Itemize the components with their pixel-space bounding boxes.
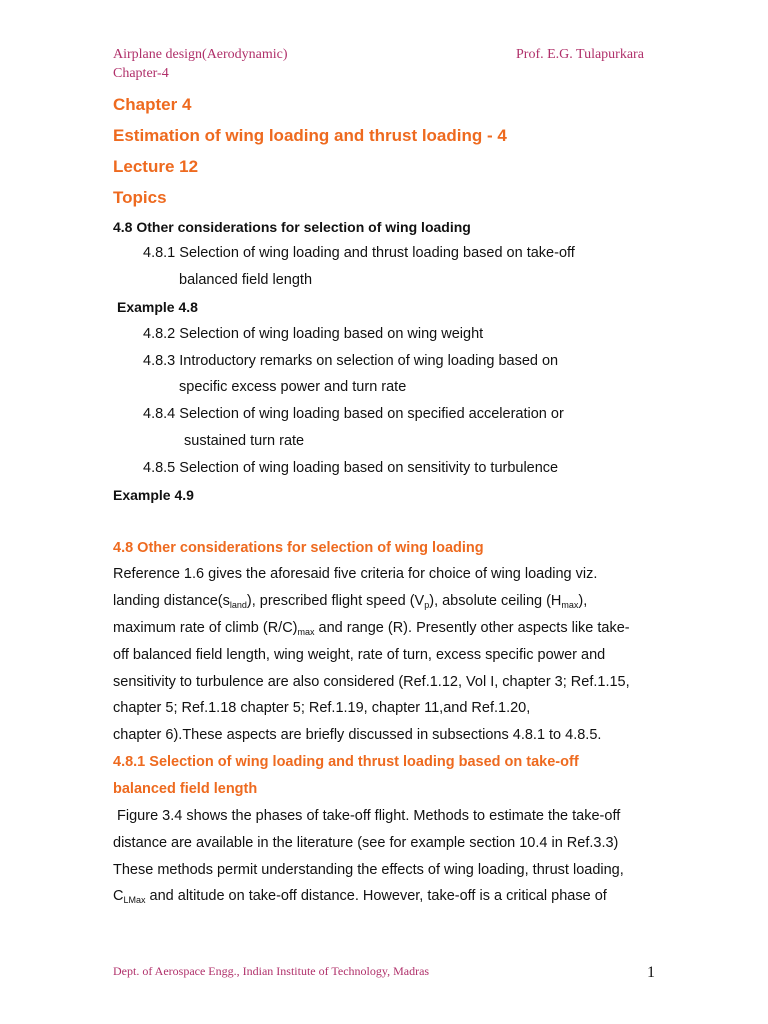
line2-part-c: ), absolute ceiling (H [429, 593, 562, 609]
header-right-author: Prof. E.G. Tulapurkara [516, 47, 644, 62]
section-4-8-line6: chapter 5; Ref.1.18 chapter 5; Ref.1.19, chapter 11,and Ref.1.20, [113, 700, 531, 716]
line4-part-a: C [113, 888, 124, 904]
line3-part-b: and range (R). Presently other aspects like take- [314, 620, 630, 636]
section-4-8-1-line1: Figure 3.4 shows the phases of take-off flight. Methods to estimate the take-off [113, 808, 621, 824]
line2-part-a: landing distance(s [113, 593, 230, 609]
subscript-max-2: max [297, 627, 315, 637]
topics-title: Topics [113, 188, 167, 207]
section-4-8-line2 [113, 593, 587, 609]
section-4-8-1-line2: distance are available in the literature (see for example section 10.4 in Ref.3.3) [113, 835, 619, 851]
section-4-8-line3 [113, 620, 630, 636]
section-4-8-line7: chapter 6).These aspects are briefly discussed in subsections 4.8.1 to 4.8.5. [113, 727, 602, 743]
section-4-8-heading: 4.8 Other considerations for selection of wing loading [113, 540, 484, 556]
section-4-8-1-heading-line2: balanced field length [113, 781, 258, 797]
section-4-8-line5: sensitivity to turbulence are also considered (Ref.1.12, Vol I, chapter 3; Ref.1.15, [113, 674, 630, 690]
toc-4-8: 4.8 Other considerations for selection of wing loading [113, 219, 471, 235]
subscript-land: land [229, 600, 247, 610]
subscript-lmax: LMax [123, 895, 146, 905]
toc-4-8-1-line1: 4.8.1 Selection of wing loading and thrust loading based on take-off [143, 245, 575, 261]
lecture-title: Lecture 12 [113, 157, 199, 176]
toc-4-8-1-line2: balanced field length [179, 272, 313, 288]
header-left-chapter: Chapter-4 [113, 66, 169, 81]
line2-part-d: ), [578, 593, 588, 609]
line3-part-a: maximum rate of climb (R/C) [113, 620, 298, 636]
estimation-title: Estimation of wing loading and thrust loading - 4 [113, 126, 507, 145]
line2-part-b: ), prescribed flight speed (V [246, 593, 425, 609]
subscript-p: p [424, 600, 430, 610]
section-4-8-1-line3: These methods permit understanding the effects of wing loading, thrust loading, [113, 862, 624, 878]
toc-4-8-3-line2: specific excess power and turn rate [179, 379, 407, 395]
section-4-8-1-line4 [113, 888, 607, 904]
toc-4-8-5: 4.8.5 Selection of wing loading based on sensitivity to turbulence [143, 460, 559, 476]
footer-department: Dept. of Aerospace Engg., Indian Institute of Technology, Madras [113, 964, 430, 978]
toc-example-4-9: Example 4.9 [113, 487, 194, 503]
subscript-max: max [561, 600, 579, 610]
header-left-title: Airplane design(Aerodynamic) [113, 47, 288, 62]
toc-4-8-4-line1: 4.8.4 Selection of wing loading based on specified acceleration or [143, 406, 564, 422]
section-4-8-1-heading-line1: 4.8.1 Selection of wing loading and thrust loading based on take-off [113, 754, 579, 770]
toc-4-8-3-line1: 4.8.3 Introductory remarks on selection of wing loading based on [143, 353, 559, 369]
toc-example-4-8: Example 4.8 [117, 299, 198, 315]
line4-part-b: and altitude on take-off distance. However, take-off is a critical phase of [145, 888, 607, 904]
toc-4-8-2: 4.8.2 Selection of wing loading based on wing weight [143, 326, 484, 342]
page-number: 1 [647, 964, 655, 981]
toc-4-8-4-line2: sustained turn rate [184, 433, 305, 449]
section-4-8-line1: Reference 1.6 gives the aforesaid five criteria for choice of wing loading viz. [113, 566, 598, 582]
section-4-8-line4: off balanced field length, wing weight, rate of turn, excess specific power and [113, 647, 606, 663]
chapter-title: Chapter 4 [113, 95, 192, 114]
